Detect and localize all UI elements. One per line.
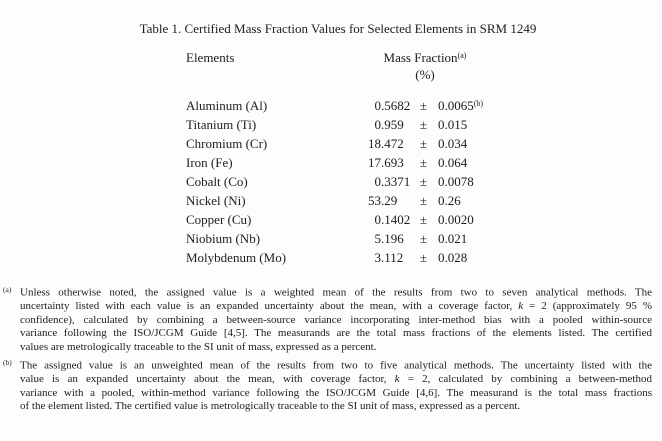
footnote-line: variance following the ISO/JCGM Guide [4,5]. The measurands are the total mass fractions of the elements listed. The certified: [20, 327, 652, 340]
table-row: [186, 134, 486, 153]
table-body: [186, 96, 486, 268]
table-row: [186, 96, 486, 115]
plus-minus: ±: [419, 192, 428, 208]
value-frac: .5682: [381, 97, 411, 113]
plus-minus: ±: [419, 135, 428, 151]
table-row: [186, 115, 486, 134]
value-frac: .196: [381, 231, 404, 247]
value-int: 18: [368, 135, 381, 151]
footnote-line: values are metrologically traceable to the SI unit of mass, expressed as a percent.: [20, 340, 377, 353]
footnote-marker: (b): [3, 357, 12, 367]
uncertainty-value: 0.0065: [438, 97, 474, 113]
uncertainty-cell: [438, 248, 467, 267]
value-int: 0: [374, 173, 381, 189]
plus-minus: ±: [419, 250, 428, 266]
uncertainty-value: 0.26: [438, 192, 461, 208]
table-row: [186, 191, 486, 210]
footnote-line: of the element listed. The certified value is metrologically traceable to the SI unit of mass, expressed as a percent.: [20, 400, 521, 413]
uncertainty-cell: [438, 210, 474, 229]
value-int: 5: [374, 231, 381, 247]
footnote-line: (a) Unless otherwise noted, the assigned value is a weighted mean of the results from two to seven analytical methods. The: [3, 285, 652, 299]
footnote-line: value is an expanded uncertainty about the mean, with coverage factor, k = 2, calculated by combining a between-method: [20, 373, 652, 386]
value-frac: .693: [381, 154, 404, 170]
value-int: 17: [368, 154, 381, 170]
plus-minus: ±: [419, 154, 428, 170]
unit-subheader: (%): [415, 67, 435, 82]
value-frac: .959: [381, 116, 404, 132]
value-frac: .472: [381, 135, 404, 151]
value-frac: .29: [381, 192, 398, 208]
uncertainty-cell: [438, 191, 461, 210]
element-name: Iron (Fe): [186, 154, 233, 170]
footnote-line: variance with a pooled, within-method variance following the ISO/JCGM Guide [4,6]. The measurand is the total mass fractions: [20, 386, 652, 399]
element-name: Aluminum (Al): [186, 97, 268, 113]
element-name: Chromium (Cr): [186, 135, 268, 151]
uncertainty-value: 0.034: [438, 135, 468, 151]
element-name: Cobalt (Co): [186, 173, 248, 189]
uncertainty-value: 0.0078: [438, 173, 474, 189]
plus-minus: ±: [419, 231, 428, 247]
column-header-mass-fraction: [364, 50, 486, 65]
uncertainty-cell: [438, 229, 467, 248]
footnote: [3, 283, 652, 354]
table-header-row: [186, 50, 486, 65]
value-int: 0: [374, 212, 381, 228]
table-row: [186, 153, 486, 172]
uncertainty-cell: [438, 134, 467, 153]
element-name: Titanium (Ti): [186, 116, 257, 132]
mass-fraction-label: Mass Fraction: [383, 50, 458, 65]
footnote-line: (b) The assigned value is an unweighted mean of the results from two to five analytical methods. The uncertainty listed with the: [3, 357, 652, 372]
uncertainty-value: 0.064: [438, 154, 468, 170]
value-int: 3: [374, 250, 381, 266]
uncertainty-cell: [438, 153, 467, 172]
uncertainty-value: 0.021: [438, 231, 468, 247]
value-frac: .3371: [381, 173, 411, 189]
footnote-marker: (a): [3, 285, 12, 294]
footnote-line: confidence), calculated by combining a between-source variance incorporating inter-method bias with a pooled within-source: [20, 313, 652, 326]
certified-values-table: [186, 50, 486, 267]
table-row: [186, 210, 486, 229]
footnotes: [3, 283, 652, 414]
table-title: Table 1. Certified Mass Fraction Values for Selected Elements in SRM 1249: [139, 21, 537, 36]
table-row: [186, 248, 486, 267]
element-name: Copper (Cu): [186, 212, 252, 228]
uncertainty-cell: [438, 172, 474, 191]
uncertainty-cell: [438, 96, 483, 115]
value-int: 0: [374, 97, 381, 113]
uncertainty-sup: (b): [473, 98, 484, 108]
uncertainty-value: 0.015: [438, 116, 468, 132]
element-name: Niobium (Nb): [186, 231, 261, 247]
uncertainty-cell: [438, 115, 467, 134]
table-row: [186, 229, 486, 248]
plus-minus: ±: [419, 116, 428, 132]
uncertainty-value: 0.028: [438, 250, 468, 266]
table-row: [186, 172, 486, 191]
value-int: 53: [368, 192, 381, 208]
element-name: Nickel (Ni): [186, 192, 246, 208]
plus-minus: ±: [419, 173, 428, 189]
footnote: [3, 356, 652, 414]
uncertainty-value: 0.0020: [438, 212, 474, 228]
value-frac: .112: [381, 250, 404, 266]
value-frac: .1402: [381, 212, 411, 228]
column-header-elements: Elements: [186, 50, 235, 65]
footnote-line: uncertainty listed with each value is an expanded uncertainty about the mean, with a coverage factor, k = 2 (approximately 95 %: [20, 300, 652, 313]
element-name: Molybdenum (Mo): [186, 250, 287, 266]
plus-minus: ±: [419, 97, 428, 113]
footnote-a-reference: (a): [457, 51, 467, 60]
plus-minus: ±: [419, 212, 428, 228]
value-int: 0: [374, 116, 381, 132]
